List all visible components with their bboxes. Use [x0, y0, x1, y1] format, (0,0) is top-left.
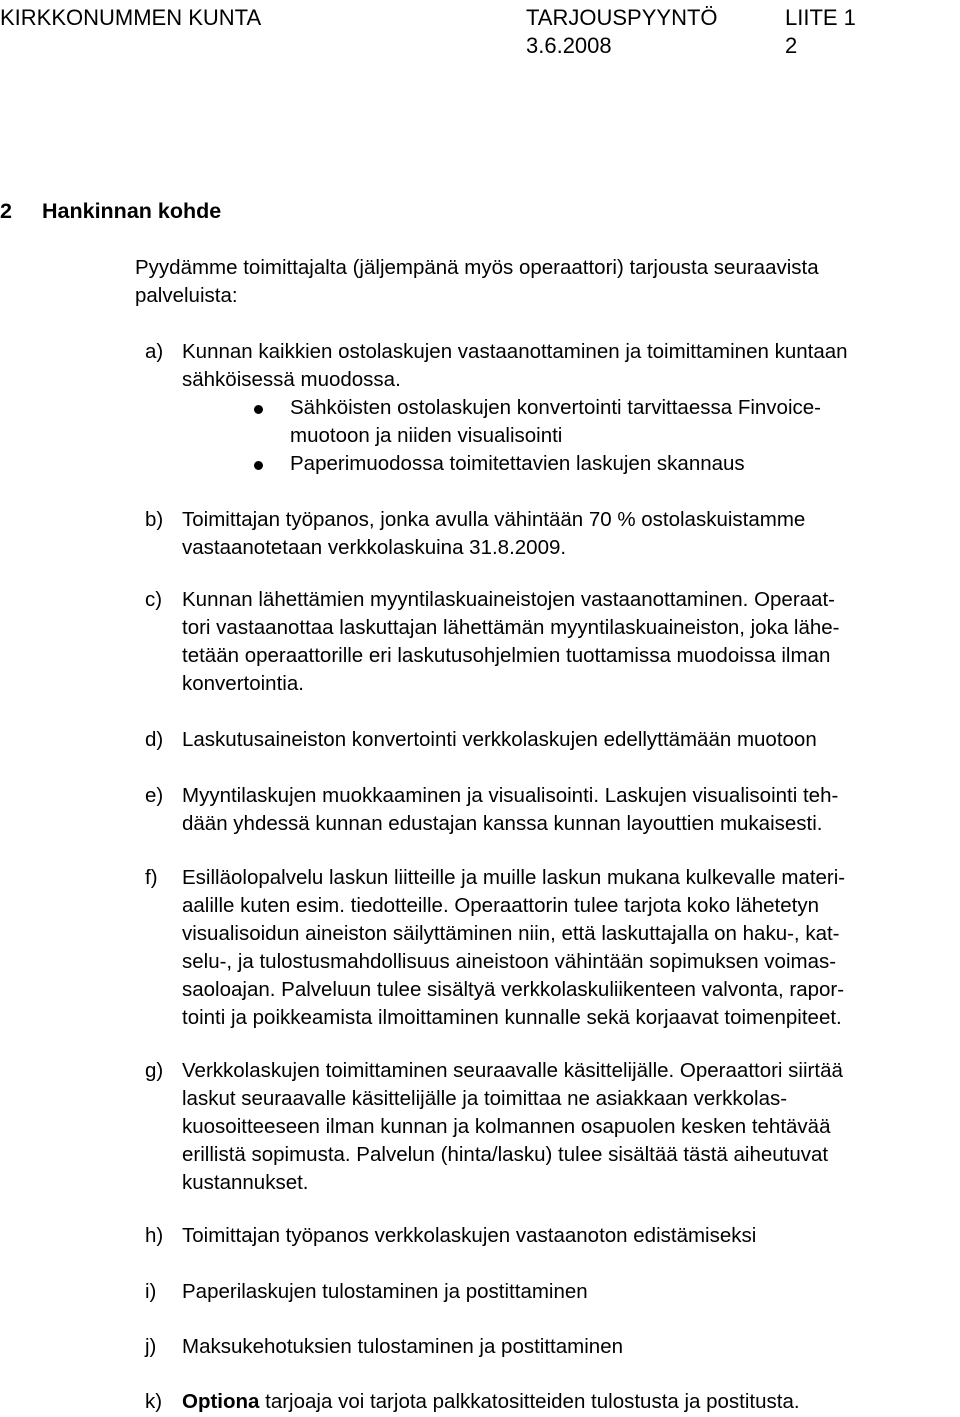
item-f-line: selu-, ja tulostusmahdollisuus aineistoon vähintään sopimuksen voimas-	[182, 950, 837, 973]
item-f-line: Esilläolopalvelu laskun liitteille ja muille laskun mukana kulkevalle materi-	[182, 866, 846, 889]
item-f-line: saoloajan. Palveluun tulee sisältyä verkkolaskuliikenteen valvonta, rapor-	[182, 978, 845, 1001]
item-k-label: k)	[145, 1390, 163, 1413]
header-org: KIRKKONUMMEN KUNTA	[0, 5, 262, 30]
item-a-label: a)	[145, 340, 164, 363]
item-j-label: j)	[145, 1335, 157, 1358]
item-c-label: c)	[145, 588, 163, 611]
item-h-label: h)	[145, 1224, 164, 1247]
item-d-label: d)	[145, 728, 164, 751]
item-c-line: tetään operaattorille eri laskutusohjelmien tuottamissa muodoissa ilman	[182, 644, 831, 667]
item-j-line: Maksukehotuksien tulostaminen ja postittaminen	[182, 1335, 623, 1358]
item-e-label: e)	[145, 784, 164, 807]
item-h-line: Toimittajan työpanos verkkolaskujen vastaanoton edistämiseksi	[182, 1224, 757, 1247]
section-title: Hankinnan kohde	[42, 199, 222, 223]
item-k-bold: Optiona	[182, 1390, 260, 1413]
item-a-bullet-line: Paperimuodossa toimitettavien laskujen skannaus	[290, 452, 745, 475]
item-a-line: Kunnan kaikkien ostolaskujen vastaanottaminen ja toimittaminen kuntaan	[182, 340, 848, 363]
bullet-icon	[254, 405, 263, 414]
item-c-line: Kunnan lähettämien myyntilaskuaineistojen vastaanottaminen. Operaat-	[182, 588, 835, 611]
item-g-line: kuosoitteeseen ilman kunnan ja kolmannen osapuolen kesken tehtävää	[182, 1115, 831, 1138]
header-doc-type: TARJOUSPYYNTÖ	[526, 5, 718, 30]
item-a-bullet-line: muotoon ja niiden visualisointi	[290, 424, 563, 447]
item-b-line: Toimittajan työpanos, jonka avulla vähintään 70 % ostolaskuistamme	[182, 508, 806, 531]
item-c-line: tori vastaanottaa laskuttajan lähettämän myyntilaskuaineiston, joka lähe-	[182, 616, 840, 639]
item-a-bullet-line: Sähköisten ostolaskujen konvertointi tarvittaessa Finvoice-	[290, 396, 821, 419]
item-f-line: aalille kuten esim. tiedotteille. Operaattorin tulee tarjota koko lähetetyn	[182, 894, 820, 917]
header-date: 3.6.2008	[526, 33, 612, 58]
item-i-label: i)	[145, 1280, 157, 1303]
item-a-line: sähköisessä muodossa.	[182, 368, 401, 391]
section-number: 2	[0, 199, 12, 223]
item-f-line: tointi ja poikkeamista ilmoittaminen kunnalle sekä korjaavat toimenpiteet.	[182, 1006, 842, 1029]
item-e-line: Myyntilaskujen muokkaaminen ja visualisointi. Laskujen visualisointi teh-	[182, 784, 839, 807]
intro-line: Pyydämme toimittajalta (jäljempänä myös operaattori) tarjousta seuraavista	[135, 256, 819, 279]
item-f-line: visualisoidun aineiston säilyttäminen niin, että laskuttajalla on haku-, kat-	[182, 922, 840, 945]
item-b-label: b)	[145, 508, 164, 531]
item-i-line: Paperilaskujen tulostaminen ja postittaminen	[182, 1280, 588, 1303]
item-e-line: dään yhdessä kunnan edustajan kanssa kunnan layouttien mukaisesti.	[182, 812, 823, 835]
header-page-number: 2	[785, 33, 798, 58]
item-g-label: g)	[145, 1059, 164, 1082]
header-attachment: LIITE 1	[785, 5, 856, 30]
item-g-line: laskut seuraavalle käsittelijälle ja toimittaa ne asiakkaan verkkolas-	[182, 1087, 788, 1110]
item-c-line: konvertointia.	[182, 672, 304, 695]
item-g-line: kustannukset.	[182, 1171, 309, 1194]
intro-line: palveluista:	[135, 284, 238, 307]
item-g-line: Verkkolaskujen toimittaminen seuraavalle käsittelijälle. Operaattori siirtää	[182, 1059, 843, 1082]
item-b-line: vastaanotetaan verkkolaskuina 31.8.2009.	[182, 536, 567, 559]
item-f-label: f)	[145, 866, 158, 889]
item-k-line	[182, 1388, 800, 1416]
item-d-line: Laskutusaineiston konvertointi verkkolaskujen edellyttämään muotoon	[182, 728, 817, 751]
item-k-rest: tarjoaja voi tarjota palkkatositteiden tulostusta ja postitusta.	[259, 1390, 800, 1413]
bullet-icon	[254, 461, 263, 470]
item-g-line: erillistä sopimusta. Palvelun (hinta/lasku) tulee sisältää tästä aiheutuvat	[182, 1143, 829, 1166]
